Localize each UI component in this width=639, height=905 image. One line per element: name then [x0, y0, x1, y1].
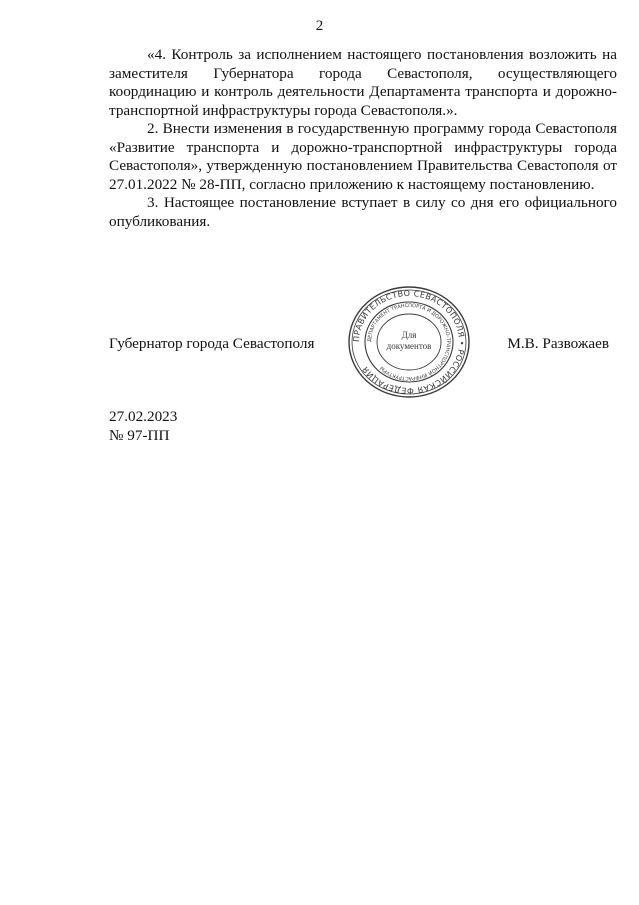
stamp-outer-text: ПРАВИТЕЛЬСТВО СЕВАСТОПОЛЯ • РОССИЙСКАЯ ФЕДЕРАЦИЯ [351, 288, 467, 396]
resolution-body [109, 46, 617, 231]
paragraph-2-program-changes: 2. Внести изменения в государственную программу города Севастополя «Развитие транспорта и дорожно-транспортной инфраструктуры города Севастополя», утвержденную постановлением Правительства Севастополя от 27.01.2022 № 28-ПП, согласно приложению к настоящему постановлению. [109, 120, 617, 193]
stamp-inner-text: ДЕПАРТАМЕНТ ТРАНСПОРТА И ДОРОЖНО-ТРАНСПОРТНОЙ ИНФРАСТРУКТУРЫ [366, 302, 452, 382]
signatory-title: Губернатор города Севастополя [109, 335, 315, 352]
signatory-name: М.В. Развожаев [507, 335, 609, 352]
document-number: № 97-ПП [109, 426, 170, 444]
paragraph-3-entry-into-force: 3. Настоящее постановление вступает в силу со дня его официального опубликования. [109, 194, 617, 230]
document-date: 27.02.2023 [109, 408, 178, 425]
stamp-center-line2: документов [386, 341, 432, 351]
official-seal-stamp [343, 283, 475, 401]
document-registration [109, 408, 177, 445]
page-number: 2 [315, 18, 324, 34]
paragraph-amendment-clause-4: «4. Контроль за исполнением настоящего постановления возложить на заместителя Губернатора города Севастополя, осуществляющего координацию и контроль деятельности Департамента транспорта и дорожно-транспортной инфраструктуры города Севастополя.». [109, 46, 617, 119]
stamp-center-line1: Для [401, 330, 417, 340]
